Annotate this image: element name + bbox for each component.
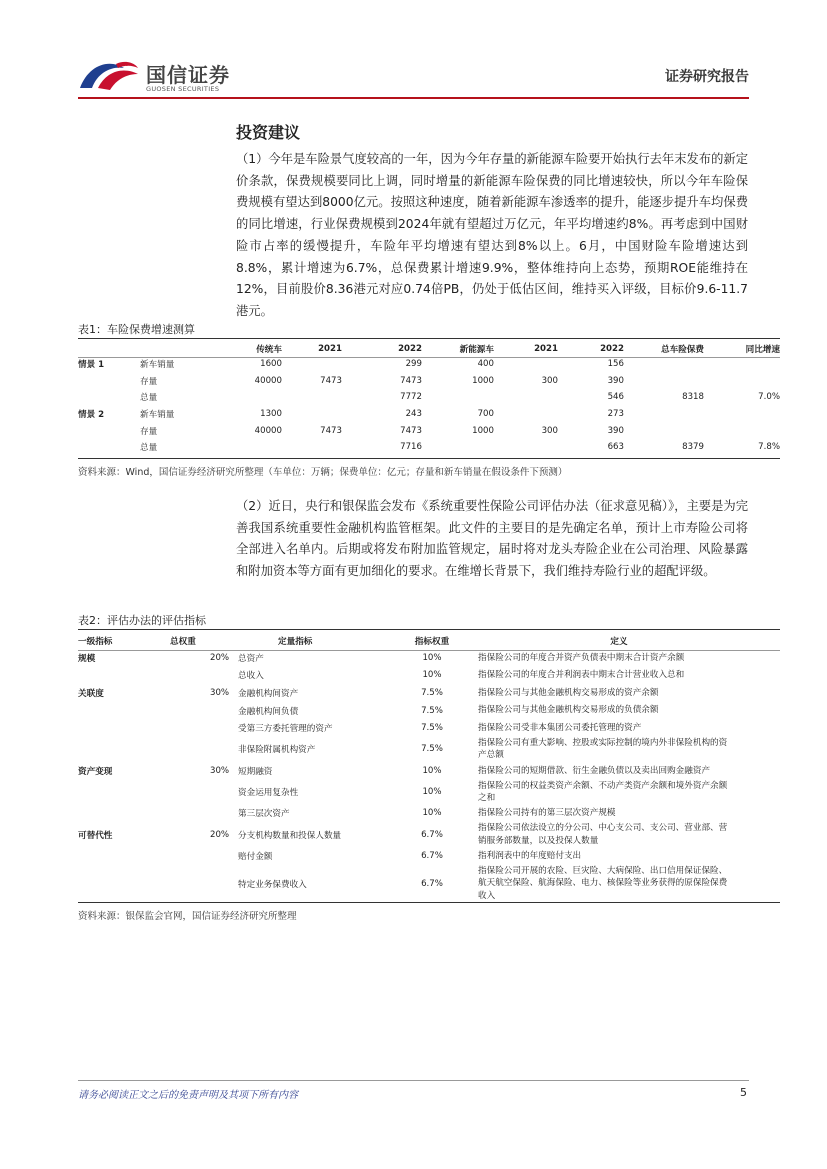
table2-row — [78, 719, 780, 737]
table1-cell: 390 — [607, 425, 624, 436]
table1-top-rule — [78, 338, 780, 339]
table1-cell: 1000 — [472, 425, 494, 436]
table2-cell: 关联度 — [78, 688, 104, 699]
brand-name-cn: 国信证券 — [146, 63, 230, 87]
header-divider — [78, 97, 749, 99]
table1-cell — [624, 373, 704, 390]
report-type: 证券研究报告 — [665, 69, 749, 85]
table1-cell: 243 — [405, 409, 422, 420]
table1-cell — [704, 406, 780, 423]
table2-cell: 指保险公司的年度合并利润表中期末合计营业收入总和 — [478, 670, 685, 681]
table2-row — [78, 780, 780, 805]
table2-cell: 金融机构间资产 — [238, 688, 299, 699]
table1-cell — [494, 406, 558, 423]
table2-cell: 7.5% — [421, 687, 443, 698]
table1-cell: 663 — [607, 442, 624, 453]
table1-cell: 新车销量 — [140, 360, 175, 371]
table2-cell: 30% — [210, 687, 230, 698]
table1-cell: 7473 — [320, 425, 342, 436]
table1 — [78, 341, 780, 456]
table2-cell — [170, 865, 238, 903]
paragraph-1-text: （1）今年是车险景气度较高的一年，因为今年存量的新能源车险要开始执行去年末发布的新定价条款，保费规模要同比上调，同时增量的新能源车险保费的同比增速较快，所以今年车险保费规模有望达到8000亿元。按照这种速度，随着新能源车渗透率的提升，能逐步提升车均保费的同比增速，行业保费规模到2024年就有望超过万亿元，年平均增速约8%。再考虑到中国财险市占率的缓慢提升，车险年平均增速有望达到8%以上。6月，中国财险车险增速达到8.8%，累计增速为6.7%，总保费累计增速9.9%，整体维持向上态势，预期ROE能维持在12%，目前股价8.36港元对应0.74倍PB，仍处于低估区间，维持买入评级，目标价9.6-11.7港元。 — [236, 152, 748, 318]
table1-header-cell: 传统车 — [256, 344, 282, 355]
table2-row — [78, 702, 780, 720]
table1-cell: 情景 1 — [78, 360, 105, 371]
table1-cell — [494, 356, 558, 373]
table1-header-row — [78, 341, 780, 356]
disclaimer-note: 请务必阅读正文之后的免责声明及其项下所有内容 — [78, 1090, 298, 1101]
table1-cell — [704, 422, 780, 439]
table2-row — [78, 684, 780, 702]
table2-cell: 10% — [422, 652, 442, 663]
table1-cell: 7772 — [400, 392, 422, 403]
table1-header-cell: 同比增速 — [745, 344, 780, 355]
table1-cell — [78, 373, 140, 390]
table2-cell: 指保险公司与其他金融机构交易形成的负债余额 — [478, 705, 659, 716]
table2-cell: 6.7% — [421, 878, 443, 889]
table1-row — [78, 439, 780, 456]
table2-cell: 特定业务保费收入 — [238, 879, 307, 890]
table2-header-cell: 总权重 — [170, 637, 196, 647]
table1-cell — [210, 439, 282, 456]
table1-cell: 总量 — [140, 443, 158, 454]
table1-bottom-rule — [78, 458, 780, 459]
table1-cell — [704, 373, 780, 390]
table1-cell: 40000 — [254, 375, 282, 386]
table2-header-cell: 指标权重 — [414, 637, 450, 647]
table1-cell — [494, 389, 558, 406]
table2-cell: 30% — [210, 765, 230, 776]
table2-cell — [78, 702, 170, 720]
table2-cell: 受第三方委托管理的资产 — [238, 724, 333, 735]
table1-cell — [78, 422, 140, 439]
table2-cell: 资金运用复杂性 — [238, 788, 299, 799]
table1-cell — [422, 439, 494, 456]
table1-cell: 1600 — [260, 359, 282, 370]
table1-cell: 7716 — [400, 442, 422, 453]
table2-cell — [78, 719, 170, 737]
table2-header-cell: 定义 — [610, 637, 628, 647]
paragraph-1 — [236, 149, 748, 323]
table2-cell: 指保险公司依法设立的分公司、中心支公司、支公司、营业部、营销服务部数量，以及投保人数量 — [478, 823, 728, 846]
table1-header-cell — [78, 341, 140, 356]
table2-top-rule — [78, 629, 780, 630]
paragraph-2-text: （2）近日，央行和银保监会发布《系统重要性保险公司评估办法（征求意见稿）》，主要是为完善我国系统重要性金融机构监管框架。此文件的主要目的是先确定名单，预计上市寿险公司将全部进入名单内。后期或将发布附加监管规定，届时将对龙头寿险企业在公司治理、风险暴露和附加资本等方面有更加细化的要求。在维增长背景下，我们维持寿险行业的超配评级。 — [236, 499, 748, 579]
table2-cell: 指保险公司与其他金融机构交易形成的资产余额 — [478, 687, 659, 698]
table1-header-cell: 新能源车 — [459, 344, 494, 355]
table1-cell: 400 — [477, 359, 494, 370]
table1-row — [78, 356, 780, 373]
table2-cell — [78, 847, 170, 865]
table2-header-row — [78, 633, 780, 649]
table2-cell — [170, 780, 238, 805]
table2-bottom-rule — [78, 902, 780, 903]
table2-cell: 指保险公司开展的农险、巨灾险、大病保险、出口信用保证保险、航天航空保险、航海保险、电力、核保险等业务获得的原保险保费收入 — [478, 865, 728, 901]
table2-cell: 可替代性 — [78, 830, 113, 841]
table2-cell: 7.5% — [421, 723, 443, 734]
table1-cell: 700 — [477, 409, 494, 420]
table1-cell: 存量 — [140, 426, 158, 437]
table2-cell: 10% — [422, 808, 442, 819]
table2-cell — [78, 780, 170, 805]
table2-row — [78, 805, 780, 823]
table2 — [78, 633, 780, 902]
table1-cell: 40000 — [254, 425, 282, 436]
table1-cell — [494, 439, 558, 456]
table2-cell — [170, 805, 238, 823]
table1-cell: 7.0% — [758, 392, 780, 403]
brand-name-en: GUOSEN SECURITIES — [146, 85, 220, 93]
table2-cell: 第三层次资产 — [238, 809, 290, 820]
table1-header-cell: 2022 — [398, 343, 422, 354]
table2-cell: 10% — [422, 670, 442, 681]
table2-cell: 资产变现 — [78, 766, 113, 777]
table1-cell — [624, 422, 704, 439]
table1-cell — [704, 356, 780, 373]
table2-cell — [170, 719, 238, 737]
table1-cell — [624, 356, 704, 373]
table1-cell — [282, 356, 342, 373]
table1-cell: 总量 — [140, 393, 158, 404]
table2-cell: 6.7% — [421, 829, 443, 840]
table2-cell: 分支机构数量和投保人数量 — [238, 830, 342, 841]
table2-cell — [170, 667, 238, 685]
table2-cell — [170, 847, 238, 865]
table2-row — [78, 822, 780, 847]
table2-row — [78, 667, 780, 685]
table2-row — [78, 737, 780, 762]
table1-cell: 8318 — [682, 392, 704, 403]
table1-header-cell: 总车险保费 — [661, 344, 704, 355]
table1-cell: 存量 — [140, 376, 158, 387]
guosen-logo-icon — [78, 58, 140, 92]
table1-cell: 新车销量 — [140, 410, 175, 421]
table1-cell: 7473 — [400, 425, 422, 436]
table2-cell — [78, 865, 170, 903]
table1-cell: 1300 — [260, 409, 282, 420]
table2-cell: 金融机构间负债 — [238, 706, 299, 717]
table2-cell: 指利润表中的年度赔付支出 — [478, 850, 582, 861]
table2-cell: 总收入 — [238, 671, 264, 682]
table2-row — [78, 762, 780, 780]
table2-cell — [78, 737, 170, 762]
table1-cell: 1000 — [472, 375, 494, 386]
table2-cell: 指保险公司持有的第三层次资产规模 — [478, 808, 616, 819]
table1-cell: 300 — [541, 375, 558, 386]
table1-cell: 390 — [607, 375, 624, 386]
table1-cell: 156 — [607, 359, 624, 370]
table2-row — [78, 847, 780, 865]
table1-cell: 299 — [405, 359, 422, 370]
table2-cell: 7.5% — [421, 705, 443, 716]
table1-header-cell: 2022 — [600, 343, 624, 354]
table1-cell — [210, 389, 282, 406]
paragraph-2 — [236, 496, 748, 583]
table2-cell — [78, 805, 170, 823]
table2-cell: 10% — [422, 787, 442, 798]
table1-cell: 546 — [607, 392, 624, 403]
table1-cell — [624, 406, 704, 423]
table2-cell: 6.7% — [421, 850, 443, 861]
table1-source: 资料来源：Wind，国信证券经济研究所整理（车单位：万辆；保费单位：亿元；存量和新车销量在假设条件下预测） — [78, 467, 568, 478]
table2-cell: 20% — [210, 829, 230, 840]
table1-cell: 8379 — [682, 442, 704, 453]
page-number: 5 — [740, 1086, 747, 1099]
table2-cell: 指保险公司受非本集团公司委托管理的资产 — [478, 722, 642, 733]
table2-cell: 7.5% — [421, 744, 443, 755]
table2-cell: 总资产 — [238, 653, 264, 664]
table2-cell: 指保险公司的年度合并资产负债表中期末合计资产余额 — [478, 652, 685, 663]
table2-cell — [170, 702, 238, 720]
table1-row — [78, 422, 780, 439]
table1-row — [78, 389, 780, 406]
table1-cell: 300 — [541, 425, 558, 436]
table1-cell — [282, 389, 342, 406]
table1-cell: 7473 — [320, 375, 342, 386]
table2-cell: 指保险公司有重大影响、控股或实际控制的境内外非保险机构的资产总额 — [478, 737, 728, 761]
table2-cell: 指保险公司的短期借款、衍生金融负债以及卖出回购金融资产 — [478, 765, 711, 776]
table2-row — [78, 865, 780, 903]
table1-row — [78, 406, 780, 423]
table2-cell: 非保险附属机构资产 — [238, 745, 316, 756]
table2-header-cell: 定量指标 — [278, 637, 313, 647]
table2-cell — [78, 667, 170, 685]
table2-cell: 10% — [422, 765, 442, 776]
table1-cell — [282, 406, 342, 423]
table1-header-cell — [140, 341, 210, 356]
table1-header-cell: 2021 — [318, 343, 342, 354]
table1-header-cell: 2021 — [534, 343, 558, 354]
table1-cell — [78, 439, 140, 456]
table1-cell: 情景 2 — [78, 410, 105, 421]
table1-row — [78, 373, 780, 390]
table2-cell: 赔付金额 — [238, 851, 273, 862]
table1-cell — [422, 389, 494, 406]
table2-source: 资料来源：银保监会官网，国信证券经济研究所整理 — [78, 911, 297, 922]
table1-cell: 7473 — [400, 375, 422, 386]
table1-cell — [78, 389, 140, 406]
table2-cell — [170, 737, 238, 762]
table1-cell: 273 — [607, 409, 624, 420]
table2-cell: 20% — [210, 652, 230, 663]
table1-cell: 7.8% — [758, 442, 780, 453]
table2-header-cell: 一级指标 — [78, 637, 113, 647]
footer-divider — [78, 1080, 749, 1081]
table2-cell: 短期融资 — [238, 766, 273, 777]
table1-cell — [282, 439, 342, 456]
table2-row — [78, 649, 780, 667]
table2-cell: 规模 — [78, 653, 96, 664]
table2-title: 表2：评估办法的评估指标 — [78, 614, 206, 627]
table2-cell: 指保险公司的权益类资产余额、不动产类资产余额和境外资产余额之和 — [478, 780, 728, 804]
table1-title: 表1：车险保费增速测算 — [78, 323, 195, 336]
section-title: 投资建议 — [236, 123, 301, 142]
